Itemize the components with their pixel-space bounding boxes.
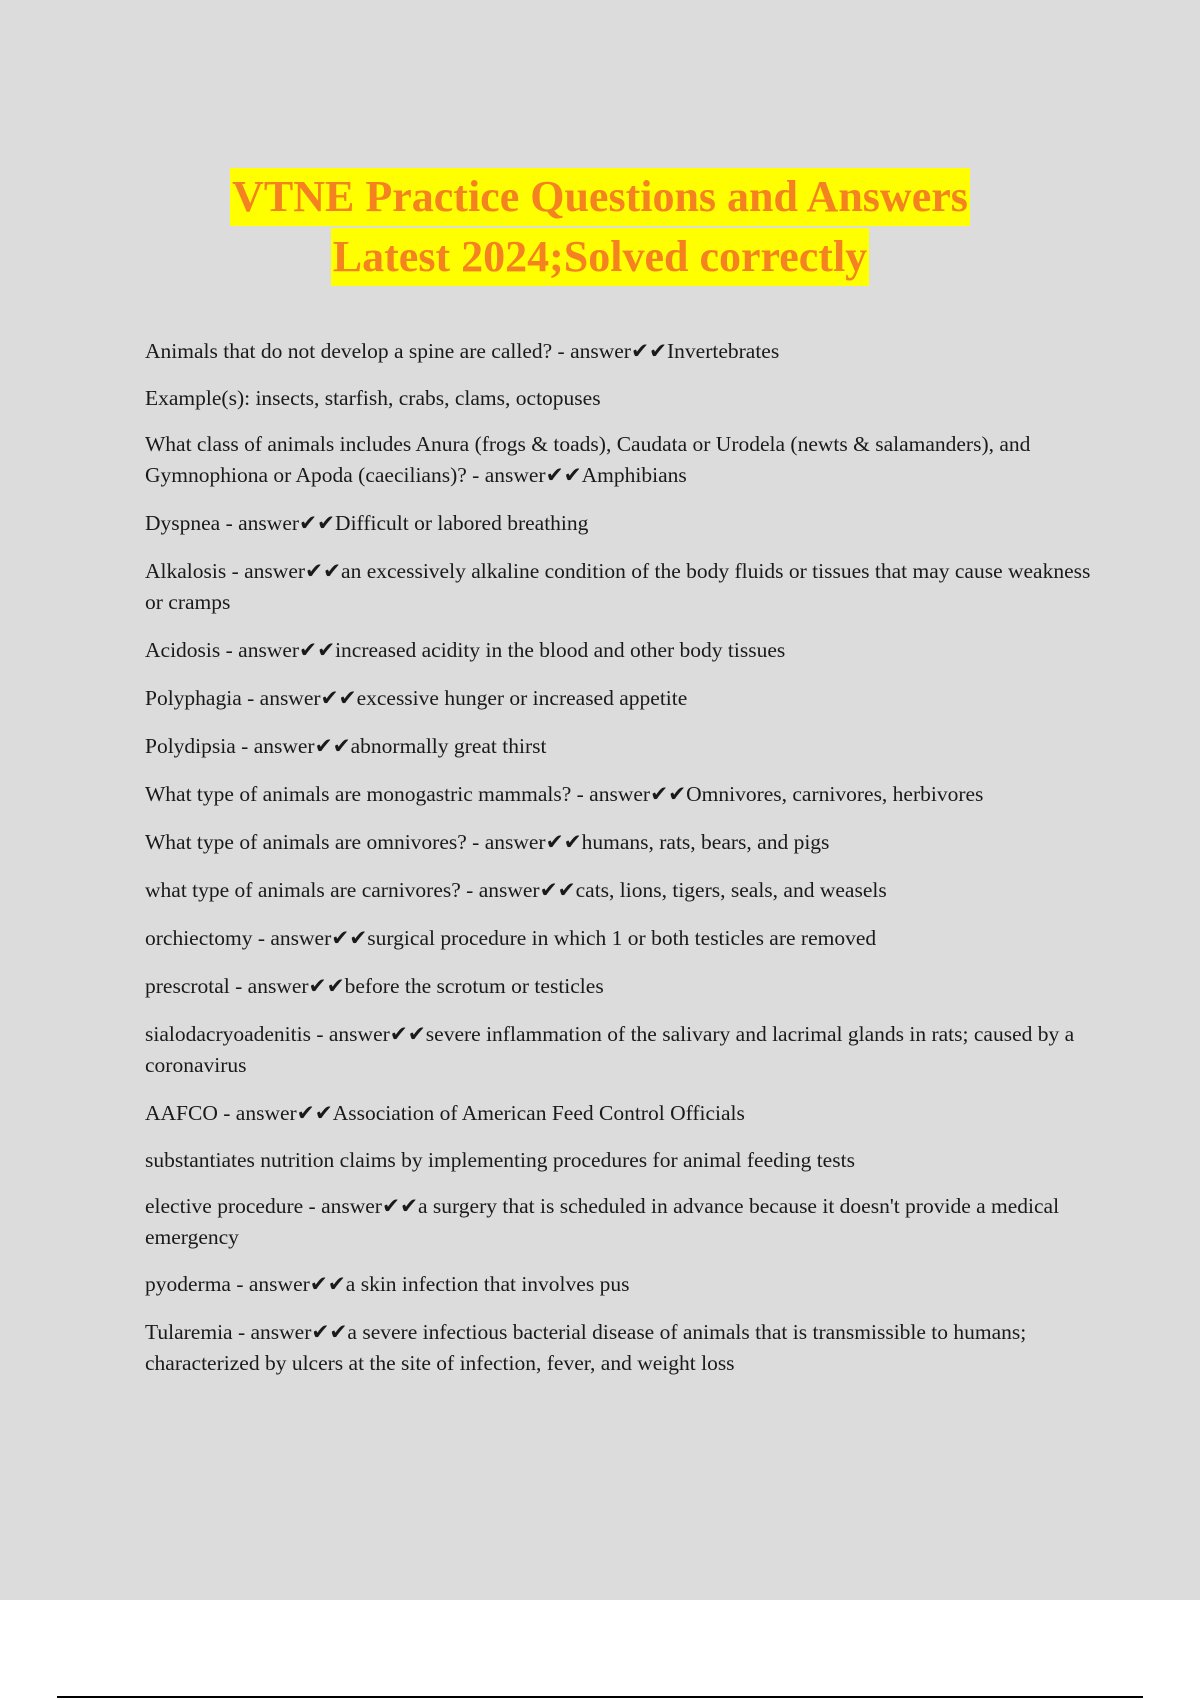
qa-item: Polyphagia - answer✔✔excessive hunger or increased appetite xyxy=(145,686,688,710)
qa-item: Example(s): insects, starfish, crabs, clams, octopuses xyxy=(145,385,601,410)
document-title xyxy=(0,168,1200,286)
footer-divider xyxy=(57,1696,1143,1698)
qa-item: Acidosis - answer✔✔increased acidity in the blood and other body tissues xyxy=(145,638,786,662)
qa-list xyxy=(145,336,1095,1394)
qa-item: substantiates nutrition claims by implementing procedures for animal feeding tests xyxy=(145,1147,855,1172)
qa-item: orchiectomy - answer✔✔surgical procedure in which 1 or both testicles are removed xyxy=(145,926,877,950)
qa-item: What type of animals are monogastric mammals? - answer✔✔Omnivores, carnivores, herbivores xyxy=(145,782,984,806)
title-line-1: VTNE Practice Questions and Answers xyxy=(230,168,970,226)
qa-item: pyoderma - answer✔✔a skin infection that involves pus xyxy=(145,1271,630,1296)
qa-item: What type of animals are omnivores? - answer✔✔humans, rats, bears, and pigs xyxy=(145,830,830,854)
qa-item: AAFCO - answer✔✔Association of American Feed Control Officials xyxy=(145,1101,745,1125)
qa-item: What class of animals includes Anura (frogs & toads), Caudata or Urodela (newts & salamanders), and Gymnophiona or Apoda (caecilians)? - answer✔✔Amphibians xyxy=(145,432,1031,487)
title-line-2: Latest 2024;Solved correctly xyxy=(331,228,869,286)
qa-item: what type of animals are carnivores? - answer✔✔cats, lions, tigers, seals, and weasels xyxy=(145,878,887,902)
qa-item: elective procedure - answer✔✔a surgery that is scheduled in advance because it doesn't provide a medical emergency xyxy=(145,1194,1060,1249)
qa-item: Polydipsia - answer✔✔abnormally great thirst xyxy=(145,734,547,758)
qa-item: Tularemia - answer✔✔a severe infectious bacterial disease of animals that is transmissible to humans; characterized by ulcers at the site of infection, fever, and weight loss xyxy=(145,1319,1027,1375)
qa-item: sialodacryoadenitis - answer✔✔severe inflammation of the salivary and lacrimal glands in rats; caused by a coronavirus xyxy=(145,1022,1075,1077)
qa-item: Animals that do not develop a spine are called? - answer✔✔Invertebrates xyxy=(145,339,780,363)
qa-item: prescrotal - answer✔✔before the scrotum or testicles xyxy=(145,974,604,998)
qa-item: Dyspnea - answer✔✔Difficult or labored breathing xyxy=(145,511,589,535)
qa-item: Alkalosis - answer✔✔an excessively alkaline condition of the body fluids or tissues that may cause weakness or cramps xyxy=(145,559,1091,614)
